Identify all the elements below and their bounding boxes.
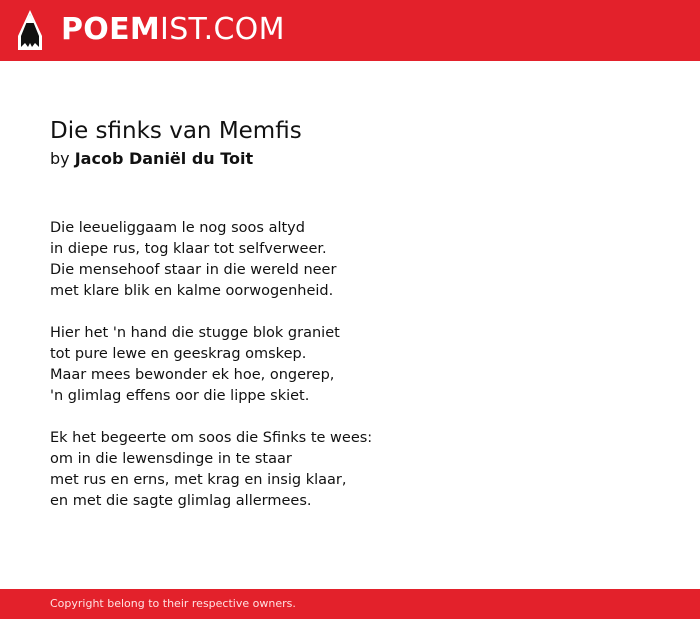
poem-body	[50, 218, 650, 533]
poem-title: Die sfinks van Memfis	[50, 118, 302, 144]
poem-line: met rus en erns, met krag en insig klaar,	[50, 472, 347, 488]
poem-line: om in die lewensdinge in te staar	[50, 451, 292, 467]
stanza	[50, 428, 650, 512]
stanza	[50, 323, 650, 407]
poem-line: Die leeueliggaam le nog soos altyd	[50, 220, 305, 236]
poem-line: Hier het 'n hand die stugge blok graniet	[50, 325, 340, 341]
author-name[interactable]: Jacob Daniël du Toit	[74, 149, 254, 168]
poem-line: in diepe rus, tog klaar tot selfverweer.	[50, 241, 327, 257]
by-label: by	[50, 149, 70, 168]
pencil-tip-icon[interactable]	[17, 9, 43, 51]
site-footer	[0, 589, 700, 619]
stanza	[50, 218, 650, 302]
poem-line: Die mensehoof staar in die wereld neer	[50, 262, 337, 278]
poem-line: en met die sagte glimlag allermees.	[50, 493, 312, 509]
poem-line: Maar mees bewonder ek hoe, ongerep,	[50, 367, 335, 383]
poem-line: met klare blik en kalme oorwogenheid.	[50, 283, 334, 299]
byline	[50, 148, 253, 170]
site-header	[0, 0, 700, 61]
logo-light-text: IST.COM	[160, 12, 285, 47]
site-logo[interactable]	[61, 12, 285, 48]
poem-line: tot pure lewe en geeskrag omskep.	[50, 346, 307, 362]
copyright-text: Copyright belong to their respective owners.	[50, 597, 296, 610]
poem-line: 'n glimlag effens oor die lippe skiet.	[50, 388, 310, 404]
logo-bold-text: POEM	[61, 12, 161, 47]
poem-line: Ek het begeerte om soos die Sfinks te wees:	[50, 430, 373, 446]
